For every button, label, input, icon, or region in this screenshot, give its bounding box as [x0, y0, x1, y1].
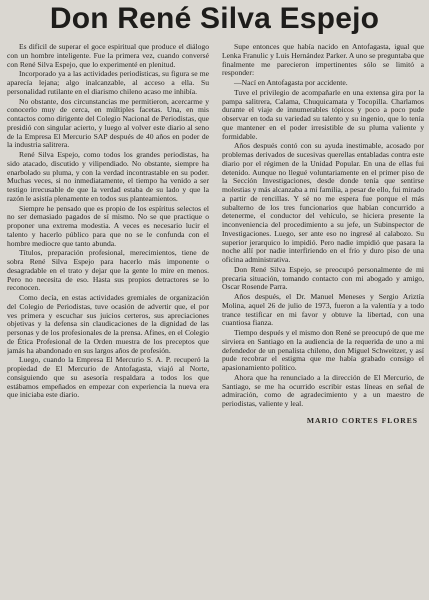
- paragraph: —Nací en Antofagasta por accidente.: [234, 78, 348, 87]
- paragraph: Títulos, preparación profesional, merecimientos, tiene de sobra René Silva Espejo para hacerlo más imponente o desagradable en el trato y dejar que la gente lo mire en menos. Pero no necesita de eso. Hasta sus propios detractores se lo reconocen.: [7, 248, 209, 293]
- paragraph: Tiempo después y el mismo don René se preocupó de que me sirviera en Santiago en la audiencia de la requerida de uno a mi defendedor de un penalista chileno, don Miguel Schweitzer, y así pude recobrar el estigma que me había grabado consigo el apasionamiento político.: [222, 328, 424, 372]
- author-byline: MARIO CORTES FLORES: [306, 415, 418, 425]
- paragraph: Siempre he pensado que es propio de los espíritus selectos el no ser demasiado pagados de sí mismo. No se que practique o proponer una extrema modestia. A veces es necesario lucir el talento y hacerlo público para que no se le confunda con el hombre mediocre que tanto abunda.: [7, 203, 209, 248]
- article-title: Don René Silva Espejo: [49, 2, 380, 35]
- paragraph: Es difícil de superar el goce espiritual que produce el diálogo con un hombre inteligente. Fue la primera vez, cuando conversé con René Silva Espejo, que lo experimenté en plenitud.: [7, 43, 209, 69]
- paragraph: René Silva Espejo, como todos los grandes periodistas, ha sido atacado, discutido y vilipendiado. No obstante, siempre ha enarbolado su pluma, y con la verdad incontrastable en su poder. Muchas veces, si no inmediatamente, el tiempo ha venido a ser testigo irrecusable de que la verdad estaba de su lado y que la razón le asistía plenamente en todos sus planteamientos.: [7, 150, 209, 203]
- article-right-column: [222, 43, 424, 600]
- paragraph: Años después contó con su ayuda inestimable, acosado por problemas derivados de sucesivas querellas entabladas contra este diario por el régimen de la Unidad Popular. En una de ellas fui detenido. Aunque no llegué voluntariamente en el primer piso de la Sección Investigaciones, desde donde tenía que sentirse molestias y más alcanzaba a mi familia, a pesar de ello, fui mirado a partir de rencillas. Y sé no me espera fue porque el más subalterno de los tres funcionarios que habían concurrido a detenerme, el conductor del vehículo, se hiciera presente la inconveniencia del procedimiento a su jefe, un Subinspector de Investigaciones. Luego, ser ante eso no ingresé al calabozo. Su superior jerarquico lo impidió. Pero nadie impidió que pasara la noche allí por nadie interfiriendo en el frío y duro piso de una oficina administrativa.: [222, 141, 424, 264]
- article-left-column: [7, 43, 209, 600]
- paragraph: Incorporado ya a las actividades periodísticas, su figura se me aparecía lejana; algo inalcanzable, al acceso a ella. Su personalidad rutilante en el diarismo chileno acaso me inhibía.: [7, 69, 209, 96]
- paragraph: Don René Silva Espejo, se preocupó personalmente de mi precaria situación, tomando contacto con mi abogado y amigo, Oscar Rosende Parra.: [222, 264, 424, 292]
- paragraph: Luego, cuando la Empresa El Mercurio S. A. P. recuperó la propiedad de El Mercurio de Antofagasta, viajó al Norte, consiguiendo que su asesoría respaldara a todos los que estábamos empeñados en empezar con experiencia la nueva era que iniciaba este diario.: [7, 355, 209, 400]
- paragraph: Ahora que ha renunciado a la dirección de El Mercurio, de Santiago, se me ha ocurrido escribir estas líneas en señal de admiración, como de agradecimiento y a un maestro de periodistas, valiente y leal.: [222, 372, 424, 408]
- paragraph: No obstante, dos circunstancias me permitieron, acercarme y conocerlo muy de cerca, en múltiples facetas. Una, en mis contactos como dirigente del Colegio Nacional de Periodistas, que presidió con singular acierto, y luego al volver este diario al seno de la Empresa El Mercurio SAP después de 40 años en poder de la industria salitrera.: [7, 96, 209, 150]
- paragraph: Tuve el privilegio de acompañarle en una extensa gira por la pampa salitrera, Calama, Chuquicamata y Tocopilla. Charlamos durante el viaje de innumerables tópicos y poco a poco pude observar en toda su variedad su talento y su ingenio, que lo tenía que mantener en el poder irresistible de su pluma valiente y formidable.: [222, 87, 424, 141]
- paragraph: Como decía, en estas actividades gremiales de organización del Colegio de Periodistas, tuve ocasión de advertir que, el por ves primera y escuchar sus juicios certeros, sus apreciaciones objetivas y la defensa sin claudicaciones de la dignidad de las personas y de los profesionales de la prensa. Afines, en el Colegio de Ética Profesional de la Orden muestra de los preceptos que jamás ha abandonado en sus largos años de profesión.: [7, 293, 209, 355]
- paragraph: Años después, el Dr. Manuel Meneses y Sergio Ariztía Molina, aquel 26 de julio de 1973, fueron a la valentía y a todo trance testificar en mi favor y obtuve la libertad, con una cuantiosa fianza.: [222, 292, 424, 328]
- paragraph: Supe entonces que había nacido en Antofagasta, igual que Lenka Franulic y Luis Hernández Parker. A uno se preguntaba que finalmente me parecieron impertinentes sólo se limitó a responder:: [222, 43, 424, 78]
